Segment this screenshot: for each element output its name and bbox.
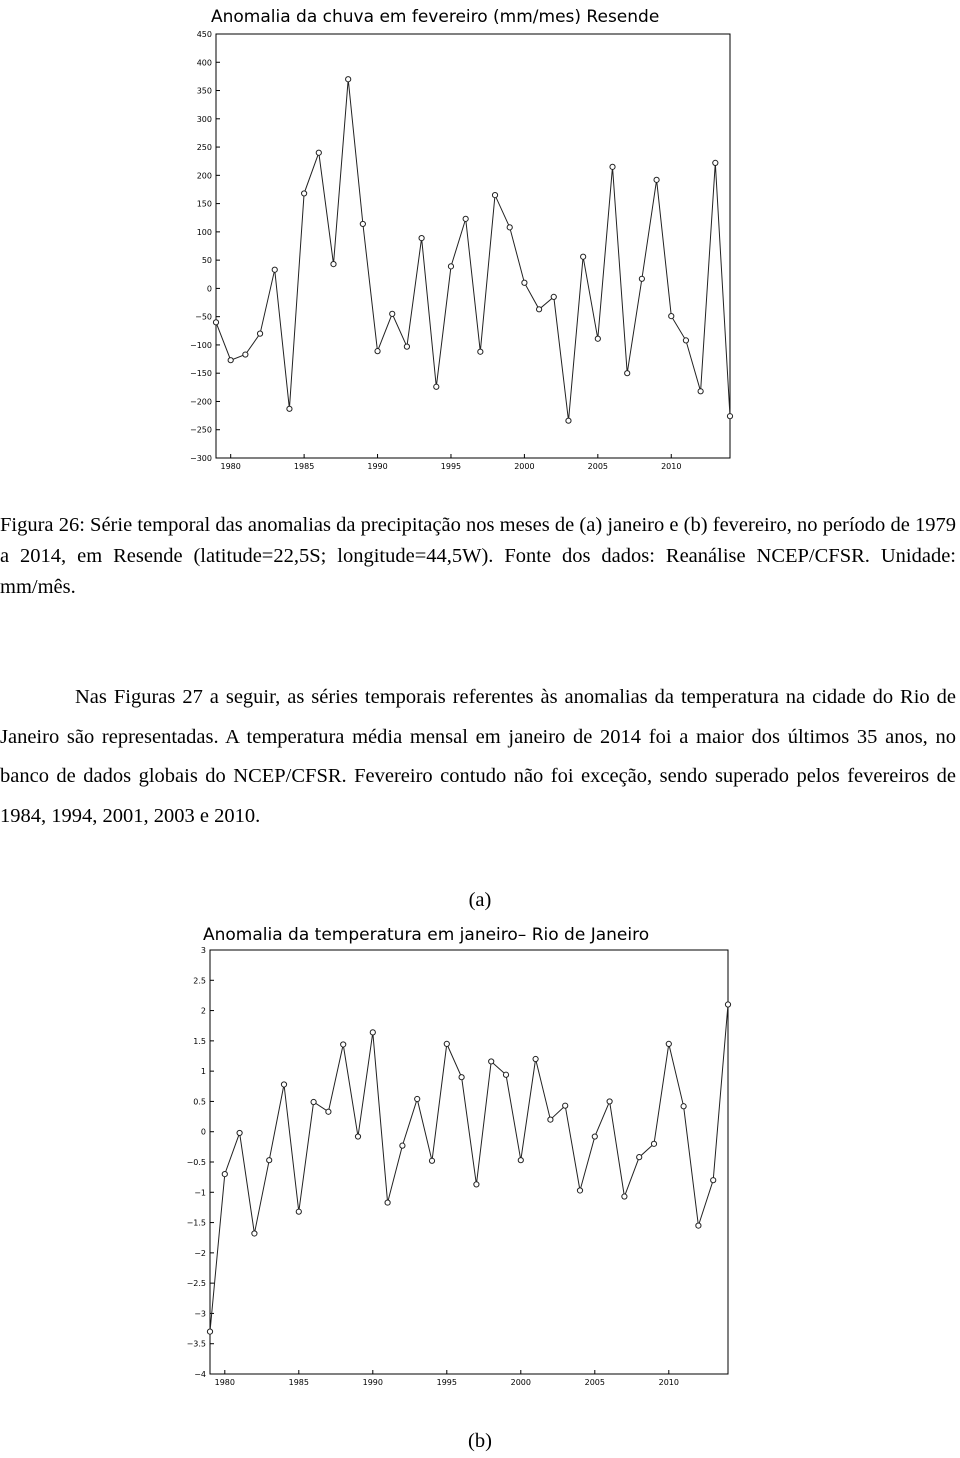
y-tick-label: −3.5 <box>186 1339 206 1349</box>
data-point <box>625 371 630 376</box>
data-point <box>400 1143 405 1148</box>
data-point <box>548 1117 553 1122</box>
data-point <box>326 1109 331 1114</box>
data-point <box>622 1194 627 1199</box>
chart1-frame <box>216 34 730 458</box>
data-point <box>311 1099 316 1104</box>
data-point <box>681 1104 686 1109</box>
x-tick-label: 2005 <box>587 462 609 471</box>
data-point <box>727 414 732 419</box>
data-point <box>637 1155 642 1160</box>
y-tick-label: 0 <box>200 1127 206 1137</box>
data-point <box>566 418 571 423</box>
data-point <box>272 267 277 272</box>
data-point <box>434 384 439 389</box>
y-tick-label: 2 <box>200 1006 206 1016</box>
data-point <box>257 331 262 336</box>
data-point <box>503 1072 508 1077</box>
data-point <box>296 1209 301 1214</box>
y-tick-label: 50 <box>201 256 212 266</box>
data-point <box>698 389 703 394</box>
data-point <box>287 406 292 411</box>
y-tick-label: −200 <box>190 397 212 407</box>
data-point <box>654 177 659 182</box>
data-point <box>577 1188 582 1193</box>
data-point <box>651 1141 656 1146</box>
data-point <box>507 225 512 230</box>
data-point <box>252 1231 257 1236</box>
data-point <box>592 1134 597 1139</box>
x-tick-label: 2010 <box>661 462 682 471</box>
data-point <box>370 1030 375 1035</box>
figure-label-a: (a) <box>468 889 492 911</box>
data-point <box>607 1099 612 1104</box>
series-line <box>216 79 730 421</box>
series-line <box>210 1005 728 1332</box>
chart2-title: Anomalia da temperatura em janeiro– Rio de Janeiro <box>203 925 650 945</box>
data-point <box>355 1134 360 1139</box>
data-point <box>267 1158 272 1163</box>
data-point <box>639 276 644 281</box>
data-point <box>341 1042 346 1047</box>
y-tick-label: −1 <box>194 1188 206 1198</box>
y-tick-label: −2 <box>194 1248 206 1258</box>
data-point <box>404 344 409 349</box>
y-tick-label: −50 <box>195 312 212 322</box>
data-point <box>713 160 718 165</box>
data-point <box>207 1329 212 1334</box>
data-point <box>415 1096 420 1101</box>
data-point <box>237 1130 242 1135</box>
x-tick-label: 1995 <box>436 1378 457 1385</box>
chart1-title: Anomalia da chuva em fevereiro (mm/mes) Resende <box>211 7 660 27</box>
data-point <box>419 235 424 240</box>
chart2-x-axis <box>215 1370 679 1385</box>
y-tick-label: 100 <box>196 227 212 237</box>
data-point <box>478 349 483 354</box>
chart1-series <box>213 77 732 424</box>
data-point <box>448 264 453 269</box>
data-point <box>429 1158 434 1163</box>
data-point <box>213 320 218 325</box>
chart2-frame <box>210 950 728 1374</box>
data-point <box>316 150 321 155</box>
y-tick-label: −1.5 <box>186 1218 206 1228</box>
y-tick-label: 1.5 <box>193 1036 206 1046</box>
data-point <box>696 1223 701 1228</box>
y-tick-label: 1 <box>200 1067 206 1077</box>
y-tick-label: 400 <box>196 58 212 68</box>
data-point <box>385 1200 390 1205</box>
data-point <box>522 280 527 285</box>
data-point <box>489 1059 494 1064</box>
data-point <box>331 261 336 266</box>
y-tick-label: −2.5 <box>186 1279 206 1289</box>
data-point <box>518 1158 523 1163</box>
data-point <box>463 216 468 221</box>
y-tick-label: −300 <box>190 454 212 463</box>
data-point <box>281 1082 286 1087</box>
data-point <box>459 1075 464 1080</box>
x-tick-label: 2010 <box>658 1378 679 1385</box>
chart1-x-axis <box>221 454 682 471</box>
data-point <box>243 352 248 357</box>
x-tick-label: 2005 <box>584 1378 605 1385</box>
x-tick-label: 1985 <box>293 462 315 471</box>
body-paragraph <box>0 678 956 836</box>
x-tick-label: 1990 <box>362 1378 383 1385</box>
data-point <box>551 294 556 299</box>
x-tick-label: 1980 <box>214 1378 235 1385</box>
y-tick-label: 350 <box>196 86 212 96</box>
data-point <box>533 1056 538 1061</box>
y-tick-label: 3 <box>200 946 206 955</box>
y-tick-label: 2.5 <box>193 976 206 986</box>
y-tick-label: −4 <box>194 1370 206 1379</box>
chart2-series <box>207 1002 730 1334</box>
y-tick-label: 250 <box>196 143 212 153</box>
y-tick-label: −150 <box>190 369 212 379</box>
data-point <box>444 1041 449 1046</box>
temperature-anomaly-chart <box>0 915 960 1385</box>
data-point <box>536 307 541 312</box>
body-paragraph-text: Nas Figuras 27 a seguir, as séries temporais referentes às anomalias da temperatura na cidade do Rio de Janeiro são representadas. A temperatura média mensal em janeiro de 2014 foi a maior dos últimos 35 anos, no banco de dados globais do NCEP/CFSR. Fevereiro contudo não foi exceção, sendo superado pelos fevereiros de 1984, 1994, 2001, 2003 e 2010. <box>0 686 956 827</box>
data-point <box>375 349 380 354</box>
y-tick-label: −250 <box>190 425 212 435</box>
data-point <box>492 193 497 198</box>
data-point <box>390 311 395 316</box>
data-point <box>346 77 351 82</box>
data-point <box>360 221 365 226</box>
data-point <box>302 191 307 196</box>
y-tick-label: 150 <box>196 199 212 209</box>
y-tick-label: −100 <box>190 340 212 350</box>
data-point <box>711 1178 716 1183</box>
x-tick-label: 1980 <box>220 462 241 471</box>
data-point <box>610 164 615 169</box>
y-tick-label: −3 <box>194 1309 206 1319</box>
x-tick-label: 1985 <box>288 1378 309 1385</box>
y-tick-label: 300 <box>196 114 212 124</box>
data-point <box>669 314 674 319</box>
figure-caption: Figura 26: Série temporal das anomalias da precipitação nos meses de (a) janeiro e (b) fevereiro, no período de 1979 a 2014, em Resende (latitude=22,5S; longitude=44,5W). Fonte dos dados: Reanálise NCEP/CFSR. Unidade: mm/mês. <box>0 514 956 598</box>
data-point <box>725 1002 730 1007</box>
data-point <box>666 1041 671 1046</box>
x-tick-label: 1995 <box>440 462 462 471</box>
data-point <box>563 1103 568 1108</box>
y-tick-label: 0.5 <box>193 1097 206 1107</box>
figure-label-b: (b) <box>468 1430 492 1452</box>
y-tick-label: 450 <box>196 30 212 39</box>
data-point <box>228 358 233 363</box>
y-tick-label: 200 <box>196 171 212 181</box>
data-point <box>474 1182 479 1187</box>
x-tick-label: 2000 <box>510 1378 531 1385</box>
x-tick-label: 2000 <box>514 462 535 471</box>
x-tick-label: 1990 <box>367 462 388 471</box>
data-point <box>683 338 688 343</box>
data-point <box>595 336 600 341</box>
data-point <box>581 254 586 259</box>
y-tick-label: −0.5 <box>186 1158 206 1167</box>
data-point <box>222 1172 227 1177</box>
precipitation-anomaly-chart <box>0 0 960 480</box>
y-tick-label: 0 <box>206 284 212 294</box>
